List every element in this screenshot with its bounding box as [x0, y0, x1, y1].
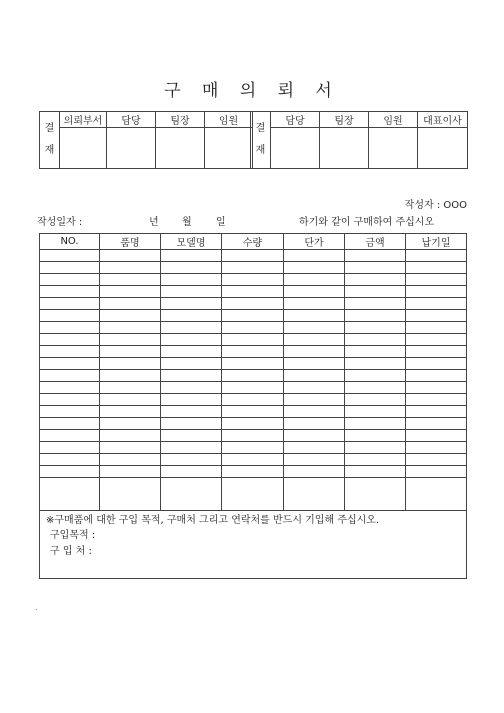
- table-row: [40, 454, 467, 466]
- table-cell[interactable]: [406, 394, 467, 406]
- approval-side-label: 결 재: [40, 112, 60, 169]
- table-cell[interactable]: [406, 478, 467, 511]
- table-cell[interactable]: [345, 334, 406, 346]
- table-cell[interactable]: [161, 358, 222, 370]
- approval-header-team-lead: 팀장: [156, 112, 205, 128]
- writer-line: 작성자 : OOO: [404, 200, 467, 211]
- table-cell[interactable]: [40, 442, 100, 454]
- table-cell[interactable]: [100, 430, 161, 442]
- table-cell[interactable]: [406, 442, 467, 454]
- table-row: [40, 334, 467, 346]
- table-row: [40, 418, 467, 430]
- table-cell[interactable]: [40, 322, 100, 334]
- table-cell[interactable]: [284, 430, 345, 442]
- table-cell[interactable]: [40, 346, 100, 358]
- table-cell[interactable]: [284, 382, 345, 394]
- table-cell[interactable]: [345, 250, 406, 262]
- table-row: [40, 286, 467, 298]
- table-cell[interactable]: [406, 322, 467, 334]
- table-cell[interactable]: [100, 406, 161, 418]
- table-cell[interactable]: [100, 250, 161, 262]
- table-cell[interactable]: [406, 418, 467, 430]
- table-cell[interactable]: [40, 370, 100, 382]
- table-cell[interactable]: [100, 346, 161, 358]
- table-cell[interactable]: [40, 382, 100, 394]
- approval-table-right: [250, 111, 468, 169]
- table-row: [40, 298, 467, 310]
- table-cell[interactable]: [161, 394, 222, 406]
- table-cell[interactable]: [222, 406, 284, 418]
- table-cell[interactable]: [161, 382, 222, 394]
- table-cell[interactable]: [284, 310, 345, 322]
- table-cell[interactable]: [345, 394, 406, 406]
- table-cell[interactable]: [222, 442, 284, 454]
- table-cell[interactable]: [40, 262, 100, 274]
- table-cell[interactable]: [161, 406, 222, 418]
- table-cell[interactable]: [161, 322, 222, 334]
- col-header-amount: 금액: [345, 234, 406, 250]
- signature-box[interactable]: [418, 128, 468, 169]
- table-cell[interactable]: [222, 382, 284, 394]
- table-cell[interactable]: [406, 430, 467, 442]
- table-cell[interactable]: [161, 262, 222, 274]
- table-cell[interactable]: [284, 370, 345, 382]
- table-cell[interactable]: [40, 430, 100, 442]
- table-cell[interactable]: [406, 334, 467, 346]
- table-cell[interactable]: [161, 298, 222, 310]
- table-row: [40, 394, 467, 406]
- table-cell[interactable]: [100, 394, 161, 406]
- date-label: 작성일자 :: [37, 217, 83, 228]
- signature-box[interactable]: [271, 128, 320, 169]
- table-cell[interactable]: [222, 430, 284, 442]
- approval-header-executive: 임원: [369, 112, 418, 128]
- table-cell[interactable]: [161, 442, 222, 454]
- table-cell[interactable]: [222, 454, 284, 466]
- table-cell[interactable]: [345, 298, 406, 310]
- table-cell[interactable]: [345, 454, 406, 466]
- table-row: [40, 478, 467, 511]
- col-header-model: 모델명: [161, 234, 222, 250]
- table-row: [40, 406, 467, 418]
- table-cell[interactable]: [161, 274, 222, 286]
- notes-instruction: ※구매품에 대한 구입 목적, 구매처 그리고 연락처를 반드시 기입해 주십시오.: [46, 515, 380, 526]
- table-cell[interactable]: [161, 430, 222, 442]
- table-cell[interactable]: [100, 322, 161, 334]
- table-cell[interactable]: [406, 298, 467, 310]
- table-cell[interactable]: [406, 370, 467, 382]
- approval-header-team-lead: 팀장: [320, 112, 369, 128]
- col-header-unit-price: 단가: [284, 234, 345, 250]
- table-cell[interactable]: [284, 358, 345, 370]
- table-cell[interactable]: [345, 370, 406, 382]
- table-cell[interactable]: [284, 466, 345, 478]
- table-cell[interactable]: [284, 394, 345, 406]
- table-cell[interactable]: [284, 346, 345, 358]
- table-row: [40, 442, 467, 454]
- table-cell[interactable]: [222, 262, 284, 274]
- table-cell[interactable]: [222, 478, 284, 511]
- table-cell[interactable]: [284, 454, 345, 466]
- table-row: [40, 382, 467, 394]
- table-cell[interactable]: [100, 370, 161, 382]
- table-cell[interactable]: [406, 274, 467, 286]
- approval-header-executive: 임원: [205, 112, 253, 128]
- table-cell[interactable]: [161, 286, 222, 298]
- table-cell[interactable]: [406, 406, 467, 418]
- table-cell[interactable]: [222, 394, 284, 406]
- table-cell[interactable]: [40, 250, 100, 262]
- table-cell[interactable]: [100, 382, 161, 394]
- table-cell[interactable]: [345, 358, 406, 370]
- approval-side-label: 결 재: [251, 112, 271, 169]
- table-cell[interactable]: [100, 442, 161, 454]
- table-row: [40, 370, 467, 382]
- table-row: [40, 262, 467, 274]
- signature-box[interactable]: [369, 128, 418, 169]
- month-label: 월: [182, 217, 192, 228]
- table-cell[interactable]: [161, 346, 222, 358]
- table-cell[interactable]: [345, 346, 406, 358]
- table-cell[interactable]: [40, 334, 100, 346]
- table-cell[interactable]: [40, 298, 100, 310]
- approval-header-staff: 담당: [271, 112, 320, 128]
- table-cell[interactable]: [345, 478, 406, 511]
- approval-table-left: [39, 111, 253, 169]
- approval-header-staff: 담당: [107, 112, 156, 128]
- date-line: [37, 213, 467, 227]
- approval-header-requesting-dept: 의뢰부서: [60, 112, 107, 128]
- year-label: 년: [149, 217, 159, 228]
- col-header-item-name: 품명: [100, 234, 161, 250]
- table-cell[interactable]: [40, 394, 100, 406]
- table-cell[interactable]: [406, 466, 467, 478]
- table-cell[interactable]: [161, 466, 222, 478]
- table-cell[interactable]: [40, 274, 100, 286]
- table-cell[interactable]: [100, 274, 161, 286]
- table-cell[interactable]: [406, 358, 467, 370]
- table-cell[interactable]: [222, 322, 284, 334]
- table-cell[interactable]: [284, 274, 345, 286]
- purchase-items-table: [39, 233, 467, 579]
- table-cell[interactable]: [345, 286, 406, 298]
- table-cell[interactable]: [222, 334, 284, 346]
- table-cell[interactable]: [161, 478, 222, 511]
- signature-box[interactable]: [320, 128, 369, 169]
- table-cell[interactable]: [40, 310, 100, 322]
- table-cell[interactable]: [100, 466, 161, 478]
- table-cell[interactable]: [406, 382, 467, 394]
- col-header-no: NO.: [40, 234, 100, 250]
- table-cell[interactable]: [40, 358, 100, 370]
- table-cell[interactable]: [222, 370, 284, 382]
- table-cell[interactable]: [100, 478, 161, 511]
- signature-box[interactable]: [60, 128, 107, 169]
- table-cell[interactable]: [345, 430, 406, 442]
- table-cell[interactable]: [161, 334, 222, 346]
- table-cell[interactable]: [406, 346, 467, 358]
- approval-header-ceo: 대표이사: [418, 112, 468, 128]
- col-header-due-date: 납기일: [406, 234, 467, 250]
- table-cell[interactable]: [40, 466, 100, 478]
- table-cell[interactable]: [161, 454, 222, 466]
- table-row: [40, 466, 467, 478]
- table-cell[interactable]: [345, 310, 406, 322]
- table-cell[interactable]: [222, 466, 284, 478]
- table-row: [40, 274, 467, 286]
- table-cell[interactable]: [284, 478, 345, 511]
- table-row: [40, 358, 467, 370]
- table-cell[interactable]: [161, 310, 222, 322]
- signature-box[interactable]: [156, 128, 205, 169]
- footer-mark: .: [35, 603, 38, 612]
- table-cell[interactable]: [40, 454, 100, 466]
- table-row: [40, 430, 467, 442]
- table-cell[interactable]: [100, 286, 161, 298]
- col-header-quantity: 수량: [222, 234, 284, 250]
- table-cell[interactable]: [222, 358, 284, 370]
- table-cell[interactable]: [406, 310, 467, 322]
- table-cell[interactable]: [161, 250, 222, 262]
- table-cell[interactable]: [222, 274, 284, 286]
- table-cell[interactable]: [284, 286, 345, 298]
- table-cell[interactable]: [345, 262, 406, 274]
- day-label: 일: [216, 217, 226, 228]
- document-title: 구 매 의 뢰 서: [164, 81, 340, 101]
- purchase-purpose-field[interactable]: 구입목적 :: [50, 530, 96, 541]
- table-cell[interactable]: [406, 262, 467, 274]
- table-cell[interactable]: [345, 466, 406, 478]
- table-cell[interactable]: [406, 454, 467, 466]
- table-cell[interactable]: [284, 334, 345, 346]
- vendor-field[interactable]: 구 입 처 :: [50, 546, 92, 557]
- table-cell[interactable]: [222, 250, 284, 262]
- table-row: [40, 346, 467, 358]
- table-cell[interactable]: [100, 298, 161, 310]
- table-cell[interactable]: [222, 346, 284, 358]
- table-cell[interactable]: [284, 322, 345, 334]
- table-cell[interactable]: [284, 250, 345, 262]
- table-cell[interactable]: [40, 286, 100, 298]
- table-row: [40, 322, 467, 334]
- table-cell[interactable]: [345, 274, 406, 286]
- table-cell[interactable]: [100, 334, 161, 346]
- table-cell[interactable]: [222, 286, 284, 298]
- table-cell[interactable]: [161, 418, 222, 430]
- table-cell[interactable]: [161, 370, 222, 382]
- table-cell[interactable]: [40, 418, 100, 430]
- table-cell[interactable]: [284, 418, 345, 430]
- table-cell[interactable]: [222, 298, 284, 310]
- table-cell[interactable]: [345, 382, 406, 394]
- table-cell[interactable]: [100, 262, 161, 274]
- table-cell[interactable]: [345, 322, 406, 334]
- table-cell[interactable]: [406, 286, 467, 298]
- table-cell[interactable]: [100, 310, 161, 322]
- table-cell[interactable]: [222, 418, 284, 430]
- table-row: [40, 310, 467, 322]
- request-text: 하기와 같이 구매하여 주십시오: [299, 217, 435, 228]
- table-cell[interactable]: [284, 262, 345, 274]
- table-cell[interactable]: [40, 478, 100, 511]
- table-cell[interactable]: [284, 442, 345, 454]
- signature-box[interactable]: [205, 128, 253, 169]
- signature-box[interactable]: [107, 128, 156, 169]
- table-cell[interactable]: [345, 442, 406, 454]
- table-cell[interactable]: [100, 418, 161, 430]
- table-cell[interactable]: [345, 406, 406, 418]
- table-cell[interactable]: [345, 418, 406, 430]
- table-cell[interactable]: [284, 406, 345, 418]
- table-cell[interactable]: [100, 454, 161, 466]
- table-cell[interactable]: [40, 406, 100, 418]
- table-cell[interactable]: [222, 310, 284, 322]
- table-cell[interactable]: [284, 298, 345, 310]
- notes-section: [40, 511, 467, 579]
- table-cell[interactable]: [406, 250, 467, 262]
- table-row: [40, 250, 467, 262]
- table-cell[interactable]: [100, 358, 161, 370]
